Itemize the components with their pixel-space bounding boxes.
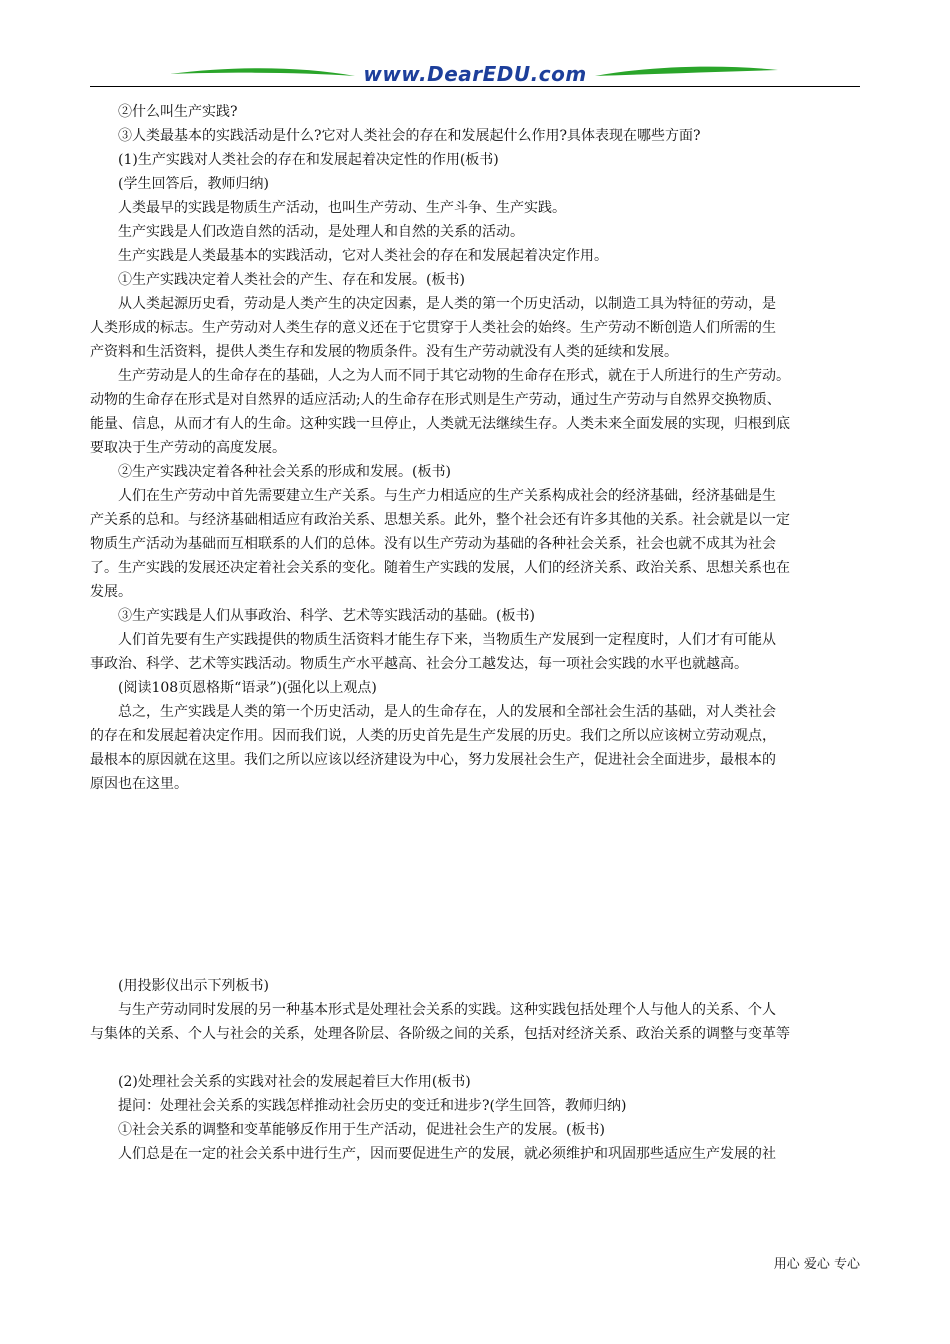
line: ②生产实践决定着各种社会关系的形成和发展。(板书) — [118, 464, 451, 480]
line: (阅读108页恩格斯“语录”)(强化以上观点) — [118, 680, 377, 696]
footer-slogan: 用心 爱心 专心 — [773, 1257, 860, 1272]
line: ①生产实践决定着人类社会的产生、存在和发展。(板书) — [118, 272, 465, 288]
line: 能量、信息，从而才有人的生命。这种实践一旦停止，人类就无法继续生存。人类未来全面发展的实现，归根到底 — [90, 416, 790, 432]
line: 事政治、科学、艺术等实践活动。物质生产水平越高、社会分工越发达，每一项社会实践的水平也就越高。 — [90, 656, 748, 672]
document-body — [90, 100, 860, 1166]
line: 人类形成的标志。生产劳动对人类生存的意义还在于它贯穿于人类社会的始终。生产劳动不断创造人们所需的生 — [90, 320, 776, 336]
header-divider — [90, 86, 860, 87]
line: 产资料和生活资料，提供人类生存和发展的物质条件。没有生产劳动就没有人类的延续和发展。 — [90, 344, 678, 360]
line: ③生产实践是人们从事政治、科学、艺术等实践活动的基础。(板书) — [118, 608, 535, 624]
line: (学生回答后，教师归纳) — [118, 176, 269, 192]
line: 产关系的总和。与经济基础相适应有政治关系、思想关系。此外，整个社会还有许多其他的关系。社会就是以一定 — [90, 512, 790, 528]
line: 生产实践是人类最基本的实践活动，它对人类社会的存在和发展起着决定作用。 — [118, 248, 608, 264]
line: 总之，生产实践是人类的第一个历史活动，是人的生命存在，人的发展和全部社会生活的基础，对人类社会 — [118, 704, 776, 720]
line: 提问：处理社会关系的实践怎样推动社会历史的变迁和进步?(学生回答，教师归纳) — [118, 1098, 627, 1114]
line: 的存在和发展起着决定作用。因而我们说，人类的历史首先是生产发展的历史。我们之所以应该树立劳动观点， — [90, 728, 776, 744]
line: 与生产劳动同时发展的另一种基本形式是处理社会关系的实践。这种实践包括处理个人与他人的关系、个人 — [118, 1002, 776, 1018]
line: ③人类最基本的实践活动是什么?它对人类社会的存在和发展起什么作用?具体表现在哪些方面? — [118, 128, 701, 144]
text-block-3 — [90, 1070, 860, 1166]
line: 物质生产活动为基础而互相联系的人们的总体。没有以生产劳动为基础的各种社会关系，社会也就不成其为社会 — [90, 536, 776, 552]
line: 发展。 — [90, 584, 132, 600]
header-banner — [0, 0, 950, 100]
line: ②什么叫生产实践? — [118, 104, 238, 120]
line: (1)生产实践对人类社会的存在和发展起着决定性的作用(板书) — [118, 152, 499, 168]
line: 要取决于生产劳动的高度发展。 — [90, 440, 286, 456]
line: 最根本的原因就在这里。我们之所以应该以经济建设为中心，努力发展社会生产，促进社会全面进步，最根本的 — [90, 752, 776, 768]
text-block-1 — [90, 100, 860, 796]
line: 原因也在这里。 — [90, 776, 188, 792]
line: ①社会关系的调整和变革能够反作用于生产活动，促进社会生产的发展。(板书) — [118, 1122, 605, 1138]
line: 人们总是在一定的社会关系中进行生产，因而要促进生产的发展，就必须维护和巩固那些适应生产发展的社 — [118, 1146, 776, 1162]
line: 动物的生命存在形式是对自然界的适应活动;人的生命存在形式则是生产劳动，通过生产劳动与自然界交换物质、 — [90, 392, 781, 408]
line: 从人类起源历史看，劳动是人类产生的决定因素，是人类的第一个历史活动，以制造工具为特征的劳动，是 — [118, 296, 776, 312]
line: (用投影仪出示下列板书) — [118, 978, 269, 994]
site-logo: www.DearEDU.com — [363, 62, 587, 86]
line: 人们在生产劳动中首先需要建立生产关系。与生产力相适应的生产关系构成社会的经济基础，经济基础是生 — [118, 488, 776, 504]
line: (2)处理社会关系的实践对社会的发展起着巨大作用(板书) — [118, 1074, 471, 1090]
line: 人们首先要有生产实践提供的物质生活资料才能生存下来，当物质生产发展到一定程度时，人们才有可能从 — [118, 632, 776, 648]
line: 了。生产实践的发展还决定着社会关系的变化。随着生产实践的发展，人们的经济关系、政治关系、思想关系也在 — [90, 560, 790, 576]
line: 生产实践是人们改造自然的活动，是处理人和自然的关系的活动。 — [118, 224, 524, 240]
text-block-2 — [90, 974, 860, 1046]
line: 与集体的关系、个人与社会的关系，处理各阶层、各阶级之间的关系，包括对经济关系、政治关系的调整与变革等 — [90, 1026, 790, 1042]
line: 人类最早的实践是物质生产活动，也叫生产劳动、生产斗争、生产实践。 — [118, 200, 566, 216]
line: 生产劳动是人的生命存在的基础，人之为人而不同于其它动物的生命存在形式，就在于人所进行的生产劳动。 — [118, 368, 790, 384]
